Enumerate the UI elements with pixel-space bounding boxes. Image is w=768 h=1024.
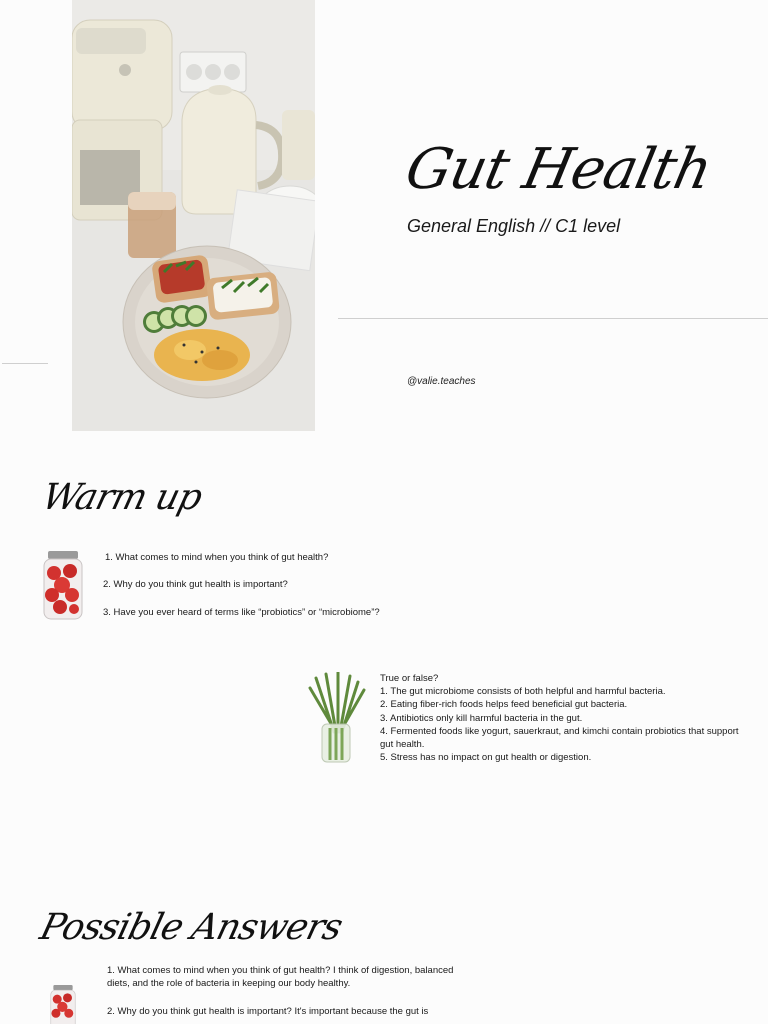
breakfast-kitchen-illustration (72, 0, 315, 431)
warm-up-question-1: 1. What comes to mind when you think of gut health? (105, 552, 329, 563)
header-divider-right (338, 318, 768, 319)
strawberry-jar-icon (42, 551, 84, 621)
possible-answer-1: 1. What comes to mind when you think of gut health? I think of digestion, balanced diets, and the role of bacteria in keeping our body healthy. (107, 965, 454, 989)
page-title: Gut Health (400, 137, 717, 202)
header-divider-left (2, 363, 48, 364)
warm-up-question-3: 3. Have you ever heard of terms like “probiotics” or “microbiome”? (103, 607, 380, 618)
warm-up-question-2: 2. Why do you think gut health is important? (103, 579, 288, 590)
possible-answers-title: Possible Answers (36, 907, 346, 948)
hero-breakfast-photo (72, 0, 315, 431)
true-false-statement-3: 3. Antibiotics only kill harmful bacteria in the gut. (380, 712, 583, 724)
asparagus-jar-icon (306, 672, 366, 764)
true-false-statement-4: 4. Fermented foods like yogurt, sauerkraut, and kimchi contain probiotics that support gut health. (380, 725, 739, 751)
true-false-statement-1: 1. The gut microbiome consists of both helpful and harmful bacteria. (380, 686, 666, 698)
possible-answer-2: 2. Why do you think gut health is important? It's important because the gut is (107, 1006, 429, 1017)
page-subtitle: General English // C1 level (407, 216, 621, 236)
author-handle: @valie.teaches (407, 376, 476, 387)
true-false-block (380, 672, 740, 764)
strawberry-jar-icon (42, 985, 84, 1024)
true-false-heading: True or false? (380, 673, 439, 684)
true-false-statement-2: 2. Eating fiber-rich foods helps feed beneficial gut bacteria. (380, 699, 628, 711)
true-false-statement-5: 5. Stress has no impact on gut health or digestion. (380, 752, 592, 764)
warm-up-title: Warm up (38, 477, 206, 518)
